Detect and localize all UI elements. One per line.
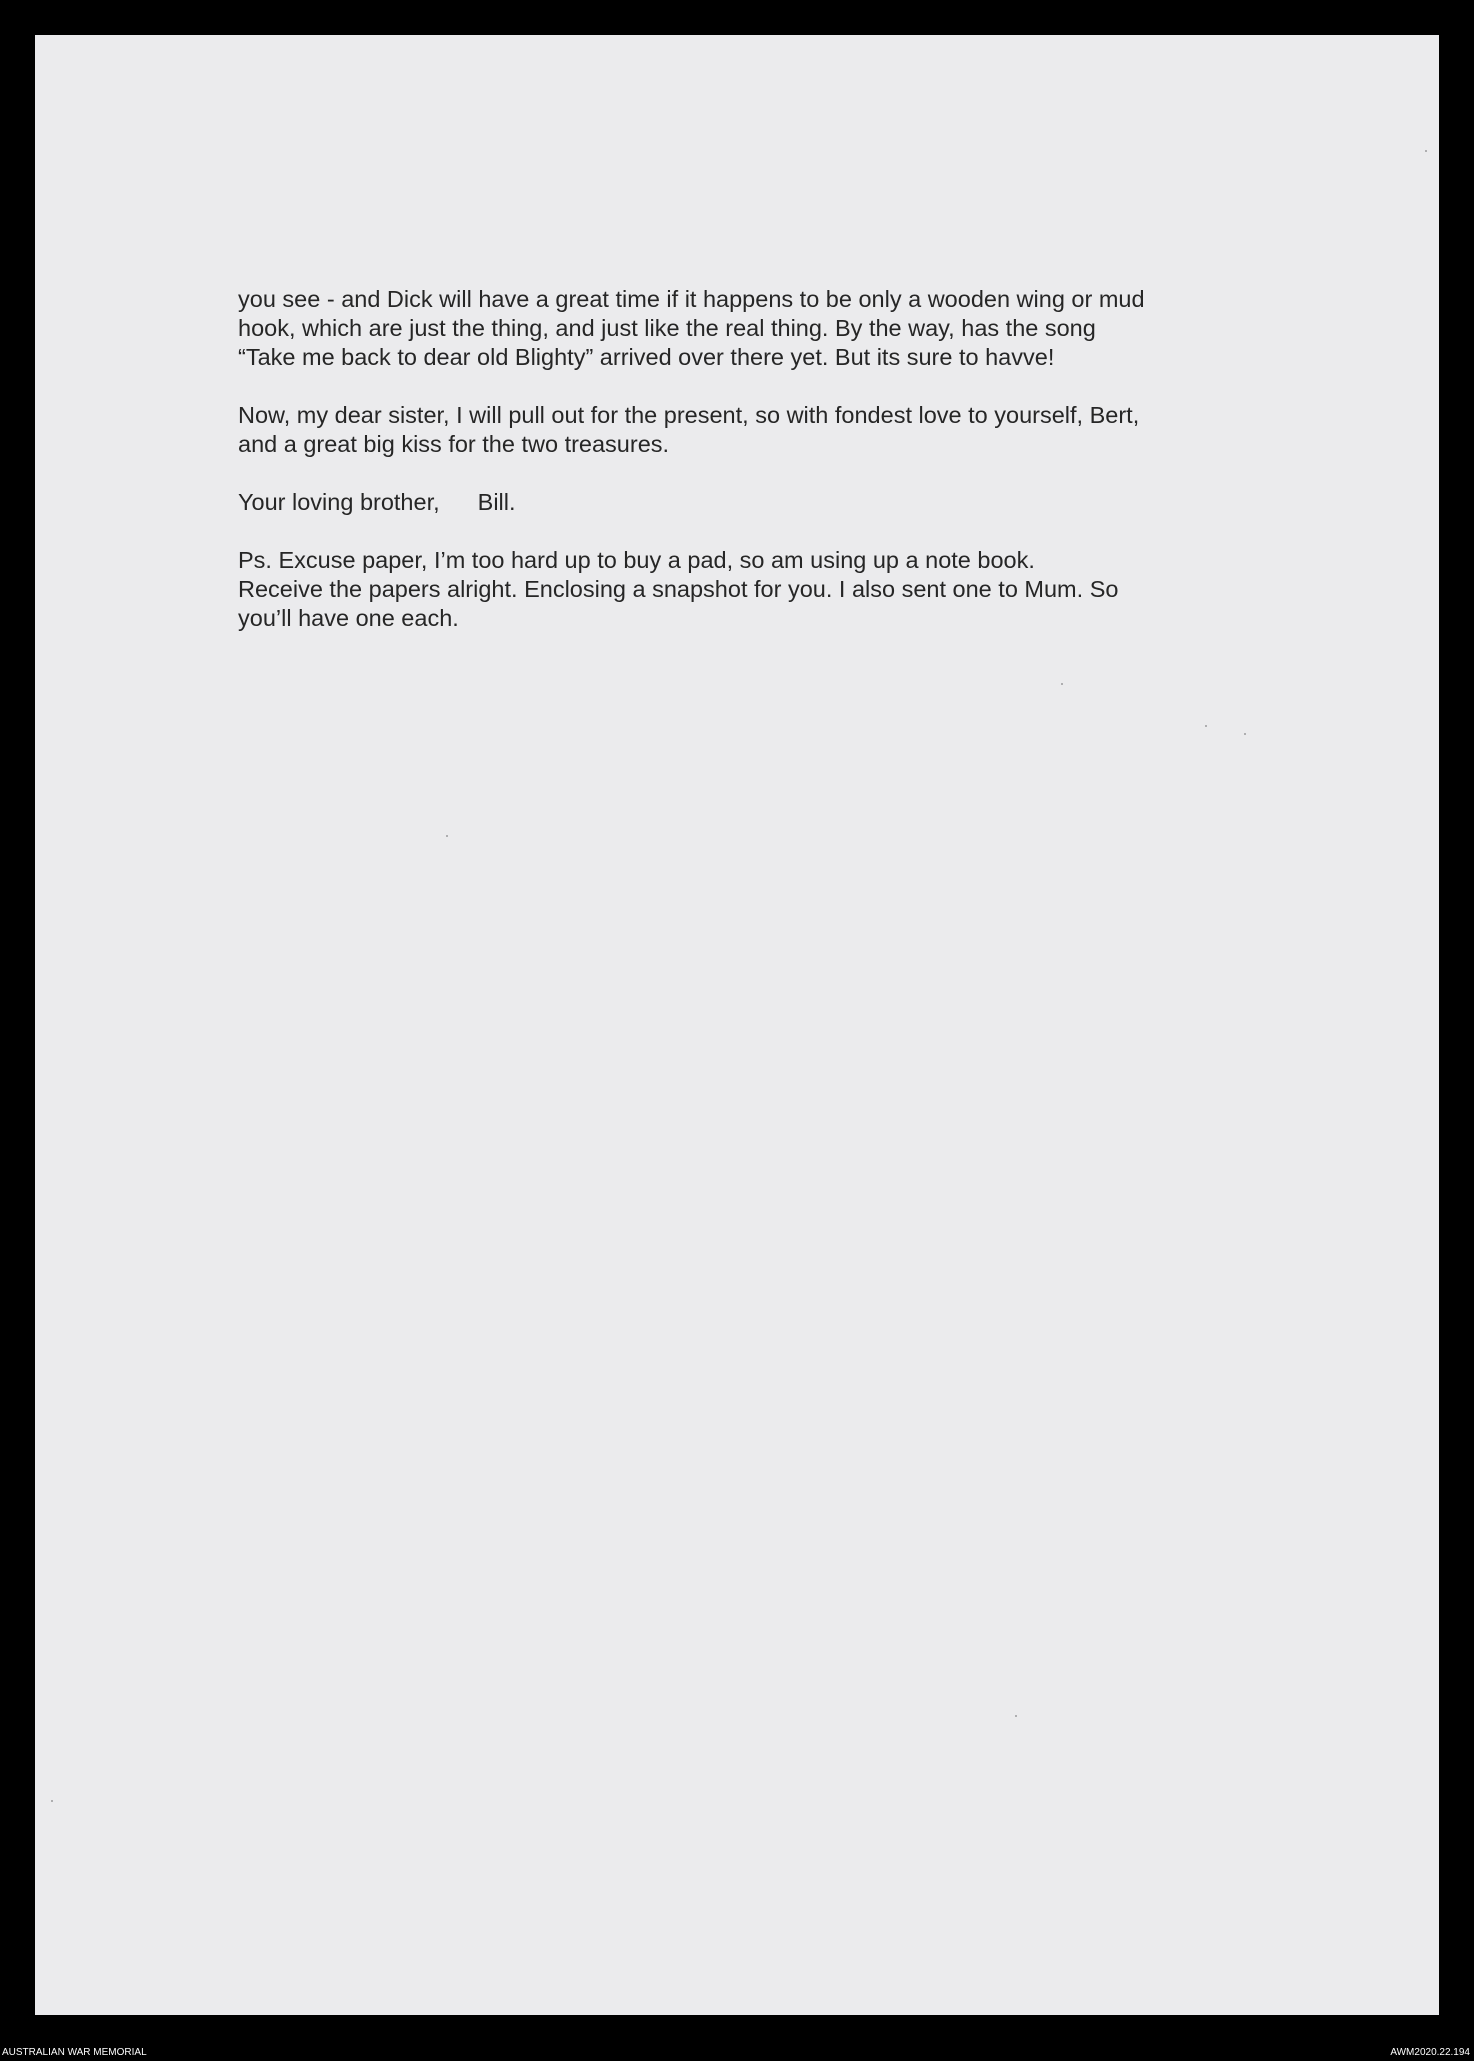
- text-line: Ps. Excuse paper, I’m too hard up to buy a pad, so am using up a note book.: [238, 547, 1035, 573]
- text-line: “Take me back to dear old Blighty” arrived over there yet. But its sure to havve!: [238, 344, 1055, 370]
- text-line: Now, my dear sister, I will pull out for the present, so with fondest love to yourself, Bert,: [238, 402, 1140, 428]
- paper-speck: [1244, 733, 1246, 735]
- paper-speck: [1425, 150, 1427, 152]
- text-line: hook, which are just the thing, and just like the real thing. By the way, has the song: [238, 315, 1096, 341]
- postscript: [238, 546, 1258, 633]
- closing-line: [238, 488, 1258, 517]
- letter-body: [238, 285, 1258, 662]
- paper-speck: [446, 835, 448, 837]
- paragraph-2: [238, 401, 1258, 459]
- signature: Bill.: [477, 489, 516, 515]
- paper-speck: [51, 1800, 53, 1802]
- closing-text: Your loving brother,: [238, 489, 440, 515]
- paper-speck: [1015, 1715, 1017, 1717]
- paper-speck: [1061, 683, 1063, 685]
- text-line: you’ll have one each.: [238, 605, 459, 631]
- reference-number: AWM2020.22.194: [1390, 2047, 1470, 2058]
- text-line: you see - and Dick will have a great time if it happens to be only a wooden wing or mud: [238, 286, 1145, 312]
- closing: [238, 488, 1258, 517]
- text-line: Receive the papers alright. Enclosing a snapshot for you. I also sent one to Mum. So: [238, 576, 1119, 602]
- paper-speck: [1205, 725, 1207, 727]
- text-line: and a great big kiss for the two treasures.: [238, 431, 670, 457]
- institution-caption: AUSTRALIAN WAR MEMORIAL: [2, 2047, 147, 2058]
- paragraph-1: [238, 285, 1258, 372]
- letter-page: [35, 35, 1439, 2015]
